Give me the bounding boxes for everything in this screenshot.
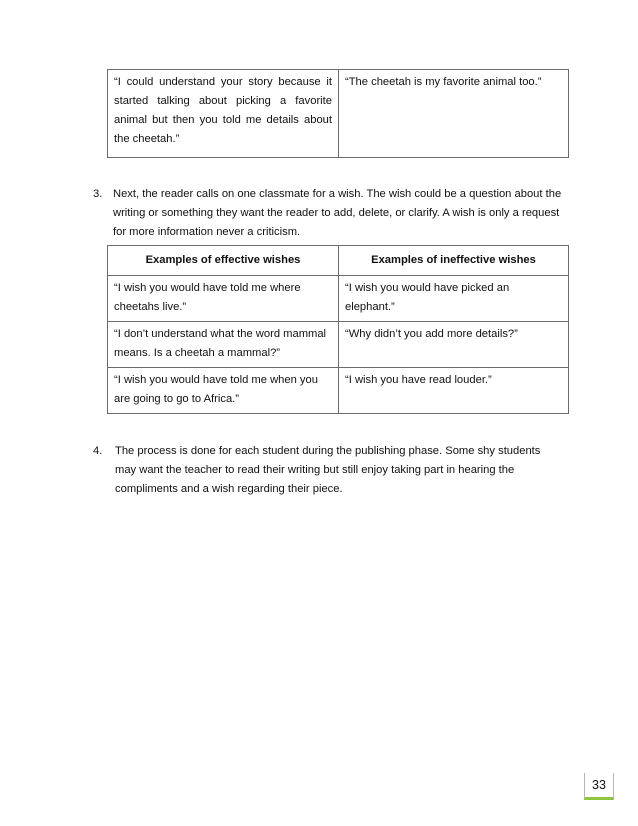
compliment-examples-table	[107, 69, 569, 158]
page-number: 33	[584, 773, 614, 800]
table-cell: “The cheetah is my favorite animal too.”	[339, 70, 569, 158]
table-cell: “I wish you have read louder.”	[339, 368, 569, 414]
table-cell: “I wish you would have picked an elephant.”	[339, 276, 569, 322]
table-row	[108, 70, 569, 158]
table-cell: “I could understand your story because it started talking about picking a favorite animal but then you told me details about the cheetah.”	[108, 70, 339, 158]
paragraph-text: Next, the reader calls on one classmate for a wish. The wish could be a question about the writing or something they want the reader to add, delete, or clarify. A wish is only a request for more information never a criticism.	[113, 188, 562, 238]
table-cell: “Why didn’t you add more details?”	[339, 322, 569, 368]
table-cell: “I wish you would have told me when you are going to go to Africa.”	[108, 368, 339, 414]
list-number: 3.	[93, 188, 103, 200]
column-header-effective: Examples of effective wishes	[108, 246, 339, 276]
wish-examples-table	[107, 245, 569, 414]
table-header-row	[108, 246, 569, 276]
table-row	[108, 322, 569, 368]
paragraph-text: The process is done for each student during the publishing phase. Some shy students may want the teacher to read their writing but still enjoy taking part in hearing the compliments and a wish regarding their piece.	[115, 445, 541, 495]
table-cell: “I wish you would have told me where cheetahs live.”	[108, 276, 339, 322]
step-3-paragraph	[93, 185, 573, 245]
list-number: 4.	[93, 445, 103, 457]
table-cell: “I don’t understand what the word mammal means. Is a cheetah a mammal?”	[108, 322, 339, 368]
step-4-paragraph	[93, 442, 573, 502]
column-header-ineffective: Examples of ineffective wishes	[339, 246, 569, 276]
table-row	[108, 368, 569, 414]
table-row	[108, 276, 569, 322]
